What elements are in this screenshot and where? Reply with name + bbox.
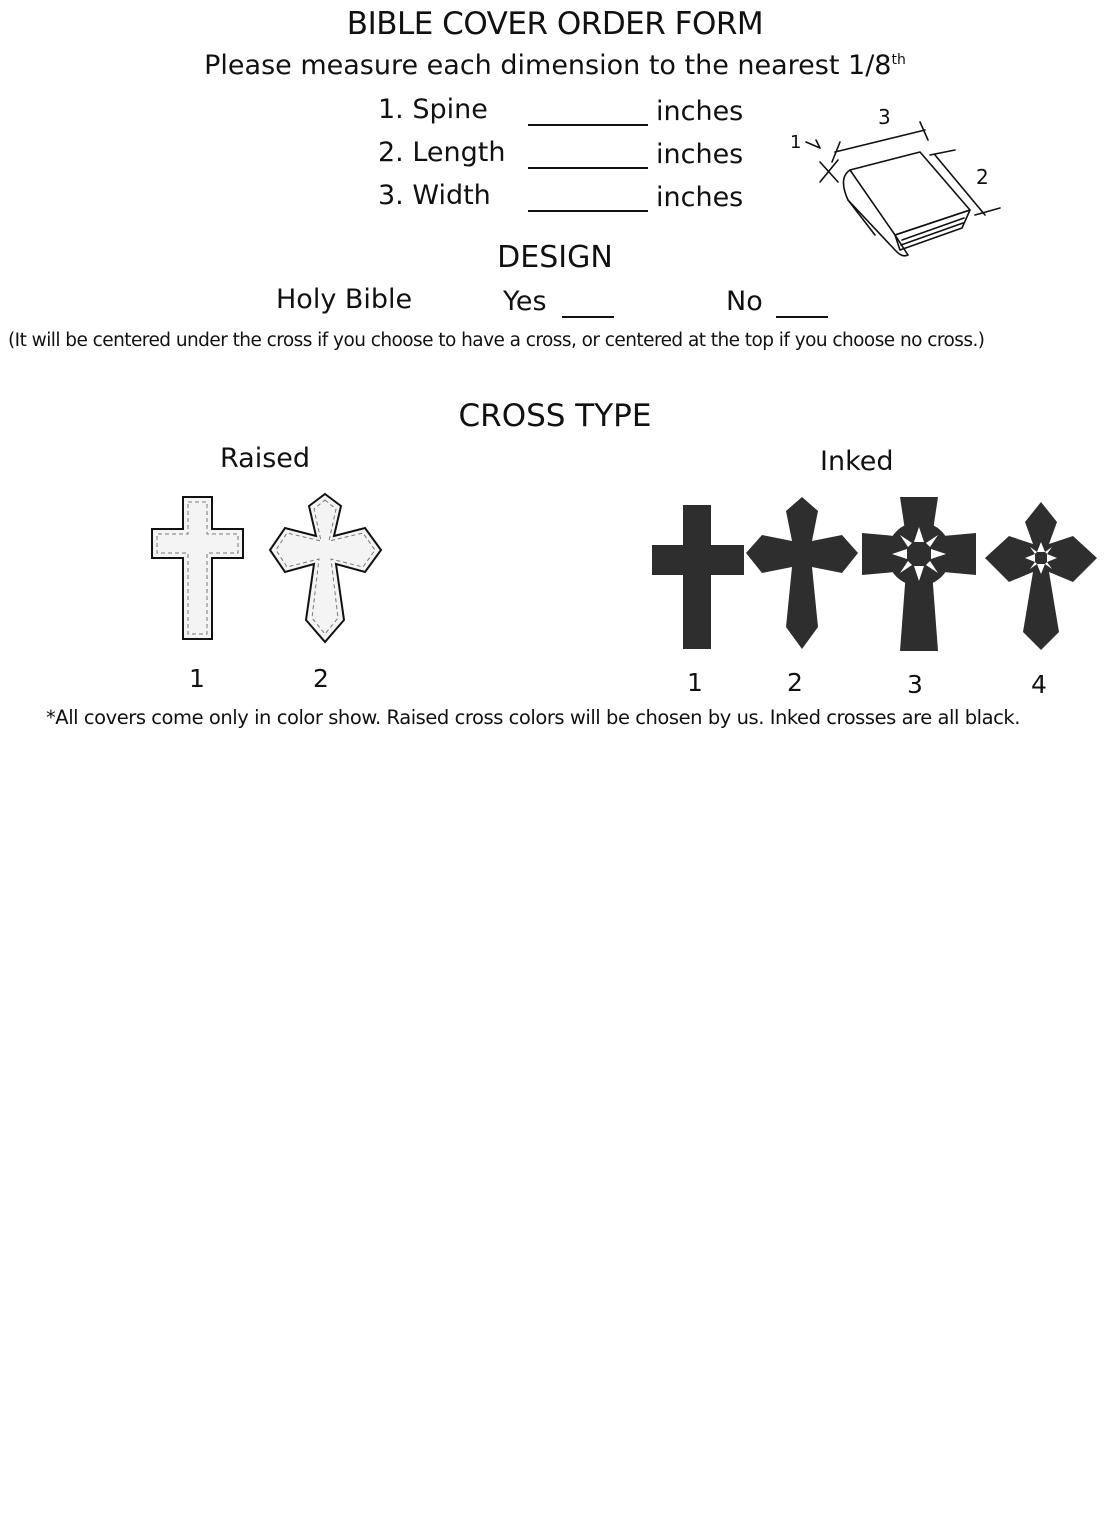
diagram-label-width: 3 [878,105,891,129]
instruction-sup: th [891,52,906,68]
design-note: (It will be centered under the cross if you choose to have a cross, or centered at the top if you choose no cross.) [8,330,985,351]
yes-blank[interactable] [562,316,614,318]
design-option: Holy Bible [276,284,413,315]
cross-type-heading: CROSS TYPE [458,398,652,434]
length-input-line[interactable] [528,167,648,169]
no-blank[interactable] [776,316,828,318]
instruction-text: Please measure each dimension to the nearest 1/8 [204,50,892,81]
raised-cross-2 [268,492,383,644]
diagram-label-length: 2 [976,165,989,189]
inked-cross-2 [746,497,858,649]
inked-number-3: 3 [907,670,923,699]
yes-label: Yes [503,286,547,317]
measure-unit-spine: inches [656,96,744,127]
inked-cross-1 [652,505,744,649]
instruction [0,50,1110,81]
measure-label-length: 2. Length [378,137,506,168]
raised-cross-1 [150,495,245,641]
measure-label-width: 3. Width [378,180,491,211]
spine-input-line[interactable] [528,124,648,126]
inked-number-2: 2 [787,668,803,697]
measure-unit-length: inches [656,139,744,170]
measure-label-spine: 1. Spine [378,94,488,125]
footnote: *All covers come only in color show. Raised cross colors will be chosen by us. Inked crosses are all black. [46,706,1020,729]
raised-number-1: 1 [189,664,205,693]
inked-number-1: 1 [687,668,703,697]
no-label: No [726,286,763,317]
width-input-line[interactable] [528,210,648,212]
measure-unit-width: inches [656,182,744,213]
design-heading: DESIGN [497,240,613,275]
inked-number-4: 4 [1031,670,1047,699]
diagram-label-spine: 1 [790,132,802,153]
inked-label: Inked [820,446,894,477]
inked-cross-3 [862,497,976,651]
form-title: BIBLE COVER ORDER FORM [346,6,764,42]
inked-cross-4 [985,502,1097,650]
raised-number-2: 2 [313,664,329,693]
raised-label: Raised [220,443,311,474]
